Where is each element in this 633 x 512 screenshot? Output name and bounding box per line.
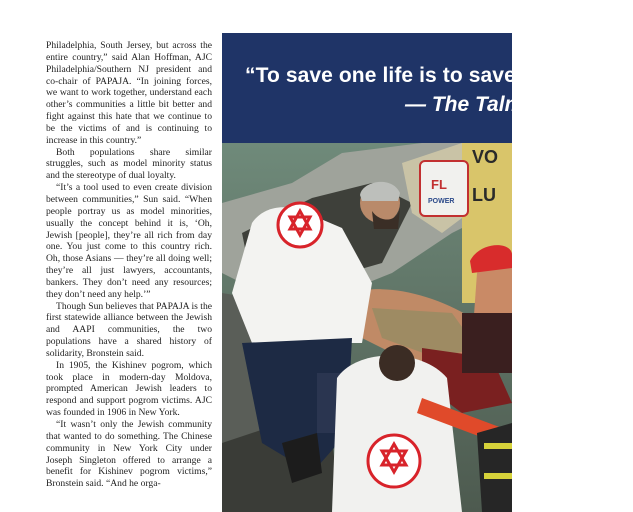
pull-quote-attribution: — The Talmud xyxy=(405,93,549,116)
article-column xyxy=(46,40,212,490)
pull-quote-banner xyxy=(222,33,633,143)
paragraph: “It wasn’t only the Jewish community that wanted to do something. The Chinese community in New York City under Joseph Singleton offered to arrange a benefit for Kishinev pogrom victims,” Bronstein said. “And he orga- xyxy=(46,419,212,490)
paragraph: Though Sun believes that PAPAJA is the first statewide alliance between the Jewish and AAPI communities, the two populations have a shared history of solidarity, Bronstein said. xyxy=(46,300,212,359)
paragraph: In 1905, the Kishinev pogrom, which took place in modern-day Moldova, prompted American Jewish leaders to respond and support pogrom victims. AJC was founded in 1906 in New York. xyxy=(46,359,212,419)
paragraph: “It’s a tool used to even create division between communities,” Sun said. “When people portray us as model minorities, usually the concept behind it is, ‘Oh, Jewish [people], they’re all rich from day one. You just come to this country rich. Oh, those Asians — they’re all doing well; they’re all just lawyers, accountants, bankers. They don’t need any resources; they don’t need any help.’” xyxy=(46,182,212,300)
pull-quote-text: “To save one life is to save the world.” xyxy=(245,64,633,87)
rescue-photo xyxy=(222,143,512,512)
paragraph: Both populations share similar struggles, such as model minority status and the stereotype of dual loyalty. xyxy=(46,146,212,182)
rescue-photo-illustration xyxy=(222,143,512,512)
truck-lettering: VO xyxy=(472,147,499,167)
truck-badge-text: POWER xyxy=(428,198,455,205)
truck-badge-text: FL xyxy=(431,177,447,192)
paragraph: Philadelphia, South Jersey, but across the entire country,” said Alan Hoffman, AJC Philadelphia/Southern NJ president and co-chair of PAPAJA. “In joining forces, we want to work together, understand each other’s communities a little bit better and fight against this hate that we continue to be the victims of and is continuing to increase in this country.” xyxy=(46,40,212,146)
truck-lettering: LU xyxy=(472,185,496,205)
